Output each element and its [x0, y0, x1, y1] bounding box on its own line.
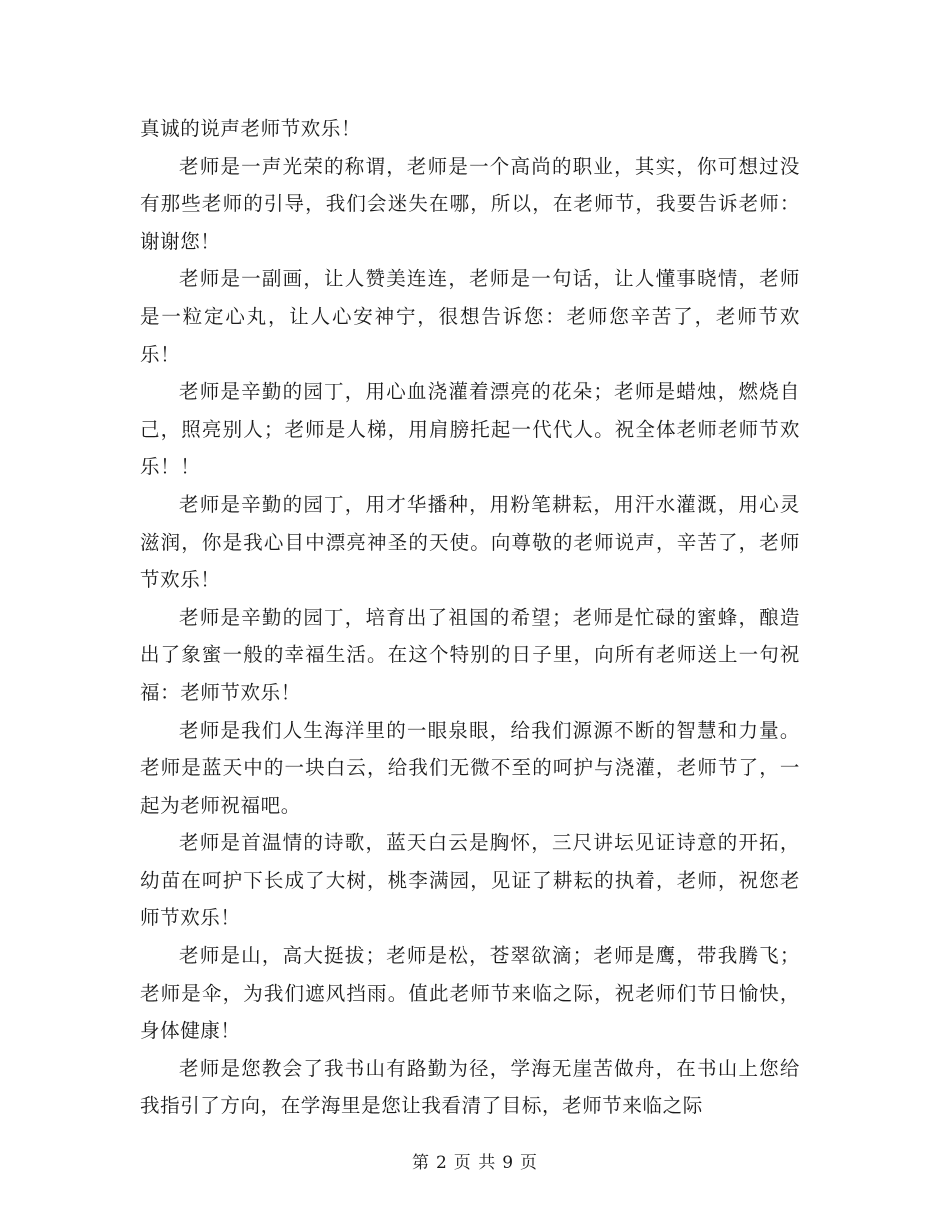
total-pages: 9 [502, 1153, 515, 1173]
footer-prefix: 第 [411, 1153, 430, 1173]
paragraph: 老师是山，高大挺拔；老师是松，苍翠欲滴；老师是鹰，带我腾飞；老师是伞，为我们遮风挡雨。值此老师节来临之际，祝老师们节日愉快，身体健康！ [140, 944, 800, 1043]
footer-suffix: 页 [520, 1153, 539, 1173]
page-number: 2 [435, 1153, 448, 1173]
paragraph: 老师是我们人生海洋里的一眼泉眼，给我们源源不断的智慧和力量。老师是蓝天中的一块白云，给我们无微不至的呵护与浇灌，老师节了，一起为老师祝福吧。 [140, 718, 800, 817]
paragraph: 老师是一声光荣的称谓，老师是一个高尚的职业，其实，你可想过没有那些老师的引导，我们会迷失在哪，所以，在老师节，我要告诉老师：谢谢您！ [140, 154, 800, 253]
paragraph: 真诚的说声老师节欢乐！ [140, 117, 362, 140]
paragraph: 老师是辛勤的园丁，用心血浇灌着漂亮的花朵；老师是蜡烛，燃烧自己，照亮别人；老师是人梯，用肩膀托起一代代人。祝全体老师老师节欢乐！！ [140, 380, 800, 479]
paragraph: 老师是首温情的诗歌，蓝天白云是胸怀，三尺讲坛见证诗意的开拓，幼苗在呵护下长成了大树，桃李满园，见证了耕耘的执着，老师，祝您老师节欢乐！ [140, 831, 800, 930]
paragraph: 老师是辛勤的园丁，培育出了祖国的希望；老师是忙碌的蜜蜂，酿造出了象蜜一般的幸福生活。在这个特别的日子里，向所有老师送上一句祝福：老师节欢乐！ [140, 605, 800, 704]
page-footer [0, 1148, 950, 1173]
paragraph: 老师是辛勤的园丁，用才华播种，用粉笔耕耘，用汗水灌溉，用心灵滋润，你是我心目中漂亮神圣的天使。向尊敬的老师说声，辛苦了，老师节欢乐！ [140, 492, 800, 592]
footer-middle: 页 共 [453, 1153, 497, 1173]
paragraph: 老师是您教会了我书山有路勤为径，学海无崖苦做舟，在书山上您给我指引了方向，在学海里是您让我看清了目标，老师节来临之际 [140, 1056, 800, 1118]
paragraph: 老师是一副画，让人赞美连连，老师是一句话，让人懂事晓情，老师是一粒定心丸，让人心安神宁，很想告诉您：老师您辛苦了，老师节欢乐！ [140, 267, 800, 366]
document-body [140, 110, 800, 1125]
